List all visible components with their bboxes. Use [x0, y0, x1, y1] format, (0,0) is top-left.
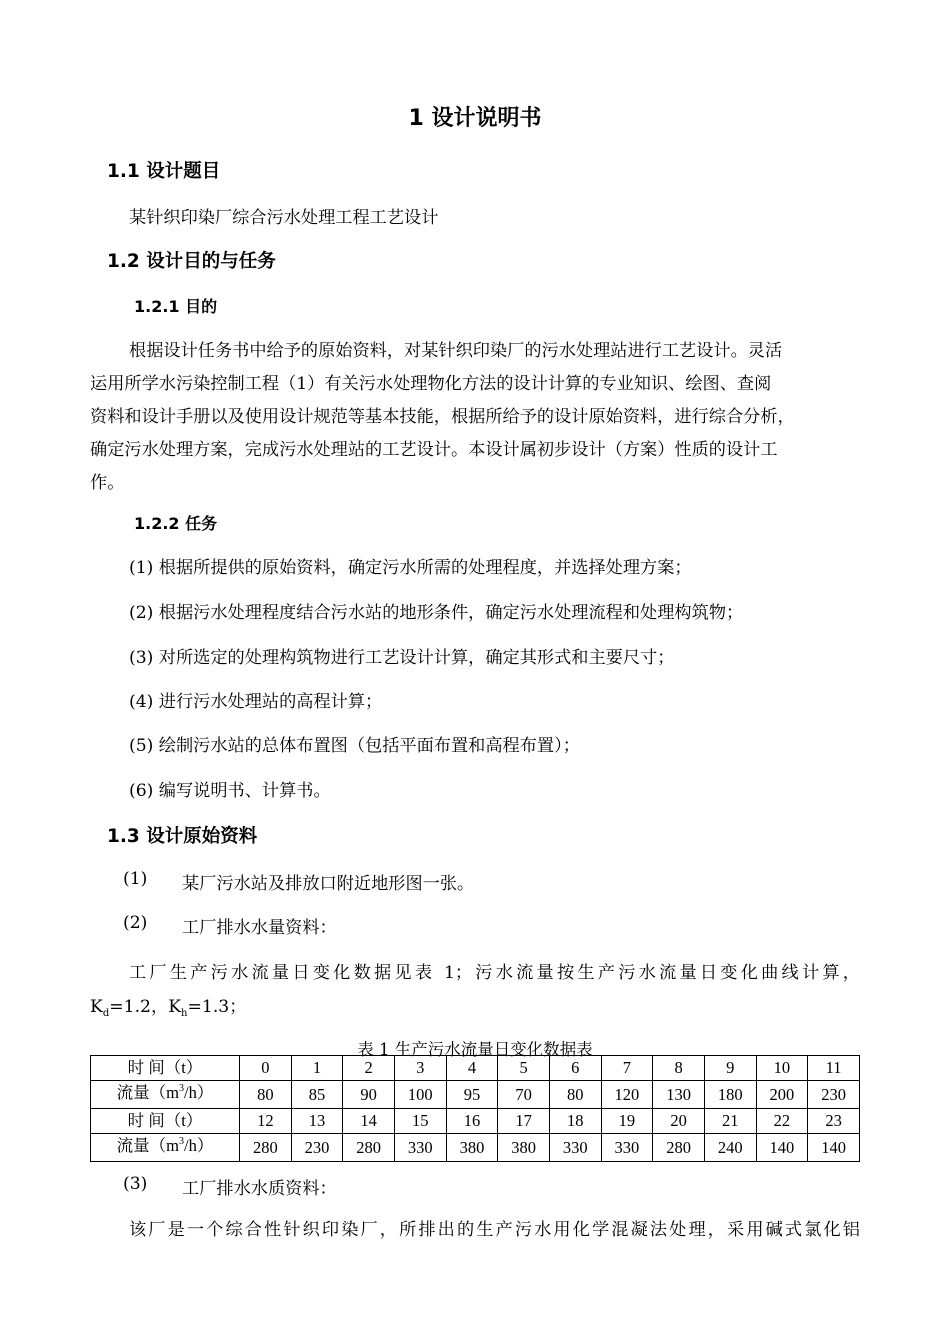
table-cell: 90 [343, 1081, 395, 1109]
table-cell: 12 [240, 1109, 292, 1134]
table-cell: 8 [653, 1056, 705, 1081]
row-header-time: 时 间（t） [91, 1056, 240, 1081]
list-item-number: (2) [123, 913, 148, 933]
table-cell: 140 [808, 1134, 860, 1162]
section-heading-1-3: 1.3 设计原始资料 [107, 826, 258, 847]
design-topic-text: 某针织印染厂综合污水处理工程工艺设计 [129, 208, 439, 228]
table-cell: 230 [808, 1081, 860, 1109]
table-cell: 6 [549, 1056, 601, 1081]
task-item: (5) 绘制污水站的总体布置图（包括平面布置和高程布置）； [129, 736, 580, 756]
table-cell: 120 [601, 1081, 653, 1109]
subsection-heading-purpose: 1.2.1 目的 [134, 297, 218, 316]
table-cell: 13 [291, 1109, 343, 1134]
table-cell: 5 [498, 1056, 550, 1081]
table-cell: 130 [653, 1081, 705, 1109]
table-cell: 100 [394, 1081, 446, 1109]
table-cell: 330 [601, 1134, 653, 1162]
purpose-line: 资料和设计手册以及使用设计规范等基本技能，根据所给予的设计原始资料，进行综合分析， [90, 407, 795, 427]
table-cell: 380 [498, 1134, 550, 1162]
table-cell: 85 [291, 1081, 343, 1109]
table-cell: 180 [704, 1081, 756, 1109]
table-cell: 1 [291, 1056, 343, 1081]
table-cell: 23 [808, 1109, 860, 1134]
row-header-time: 时 间（t） [91, 1109, 240, 1134]
row-header-flow [91, 1134, 240, 1162]
table-cell: 330 [394, 1134, 446, 1162]
table-cell: 0 [240, 1056, 292, 1081]
flow-paragraph-line: 工厂生产污水流量日变化数据见表 1；污水流量按生产污水流量日变化曲线计算， [129, 963, 860, 983]
task-item: (2) 根据污水处理程度结合污水站的地形条件，确定污水处理流程和处理构筑物； [129, 603, 744, 623]
table-cell: 10 [756, 1056, 808, 1081]
table-cell: 7 [601, 1056, 653, 1081]
purpose-line: 作。 [90, 473, 125, 493]
table-row [91, 1056, 860, 1081]
purpose-line: 根据设计任务书中给予的原始资料，对某针织印染厂的污水处理站进行工艺设计。灵活 [129, 341, 783, 361]
task-item: (4) 进行污水处理站的高程计算； [129, 692, 383, 712]
paragraph-line: 该厂是一个综合性针织印染厂，所排出的生产污水用化学混凝法处理，采用碱式氯化铝 [129, 1220, 860, 1240]
flow-label-superscript: 3 [179, 1083, 184, 1094]
table-cell: 3 [394, 1056, 446, 1081]
table-row [91, 1081, 860, 1109]
list-item-text: 某厂污水站及排放口附近地形图一张。 [182, 874, 475, 894]
flow-data-table [90, 1055, 860, 1162]
table-cell: 21 [704, 1109, 756, 1134]
table-cell: 11 [808, 1056, 860, 1081]
table-row [91, 1109, 860, 1134]
kh-value: =1.3； [187, 997, 247, 1017]
purpose-line: 确定污水处理方案，完成污水处理站的工艺设计。本设计属初步设计（方案）性质的设计工 [90, 440, 778, 460]
table-cell: 19 [601, 1109, 653, 1134]
flow-label-superscript: 3 [179, 1136, 184, 1147]
flow-label-text: 流量（m [116, 1083, 179, 1102]
section-heading-1-2: 1.2 设计目的与任务 [107, 251, 276, 272]
table-cell: 18 [549, 1109, 601, 1134]
list-item-number: (1) [123, 869, 148, 889]
flow-label-unit: /h） [184, 1136, 214, 1155]
flow-label-text: 流量（m [116, 1136, 179, 1155]
table-cell: 16 [446, 1109, 498, 1134]
table-cell: 280 [653, 1134, 705, 1162]
list-item-text: 工厂排水水质资料： [182, 1179, 337, 1199]
page-title: 1 设计说明书 [408, 106, 542, 131]
kd-value: =1.2， [109, 997, 169, 1017]
table-cell: 230 [291, 1134, 343, 1162]
table-cell: 140 [756, 1134, 808, 1162]
table-cell: 17 [498, 1109, 550, 1134]
table-cell: 280 [343, 1134, 395, 1162]
list-item-number: (3) [123, 1174, 148, 1194]
kd-subscript: d [102, 1008, 110, 1019]
task-item: (1) 根据所提供的原始资料，确定污水所需的处理程度，并选择处理方案； [129, 558, 692, 578]
table-cell: 80 [549, 1081, 601, 1109]
flow-coefficients [90, 992, 246, 1017]
table-cell: 15 [394, 1109, 446, 1134]
kh-label: K [168, 997, 182, 1017]
table-cell: 20 [653, 1109, 705, 1134]
task-item: (6) 编写说明书、计算书。 [129, 781, 331, 801]
table-caption: 表 1 生产污水流量日变化数据表 [357, 1040, 593, 1059]
table-cell: 280 [240, 1134, 292, 1162]
table-cell: 9 [704, 1056, 756, 1081]
flow-label-unit: /h） [184, 1083, 214, 1102]
table-cell: 14 [343, 1109, 395, 1134]
table-row [91, 1134, 860, 1162]
table-cell: 80 [240, 1081, 292, 1109]
table-cell: 70 [498, 1081, 550, 1109]
table-cell: 200 [756, 1081, 808, 1109]
list-item-text: 工厂排水水量资料： [182, 918, 337, 938]
section-heading-1-1: 1.1 设计题目 [107, 161, 221, 182]
kd-label: K [90, 997, 103, 1017]
table-cell: 4 [446, 1056, 498, 1081]
table-cell: 240 [704, 1134, 756, 1162]
table-cell: 380 [446, 1134, 498, 1162]
subsection-heading-tasks: 1.2.2 任务 [134, 514, 218, 533]
table-cell: 95 [446, 1081, 498, 1109]
table-cell: 330 [549, 1134, 601, 1162]
table-cell: 22 [756, 1109, 808, 1134]
task-item: (3) 对所选定的处理构筑物进行工艺设计计算，确定其形式和主要尺寸； [129, 648, 675, 668]
row-header-flow [91, 1081, 240, 1109]
kh-subscript: h [181, 1008, 188, 1019]
purpose-line: 运用所学水污染控制工程（1）有关污水处理物化方法的设计计算的专业知识、绘图、查阅 [90, 374, 772, 394]
table-cell: 2 [343, 1056, 395, 1081]
